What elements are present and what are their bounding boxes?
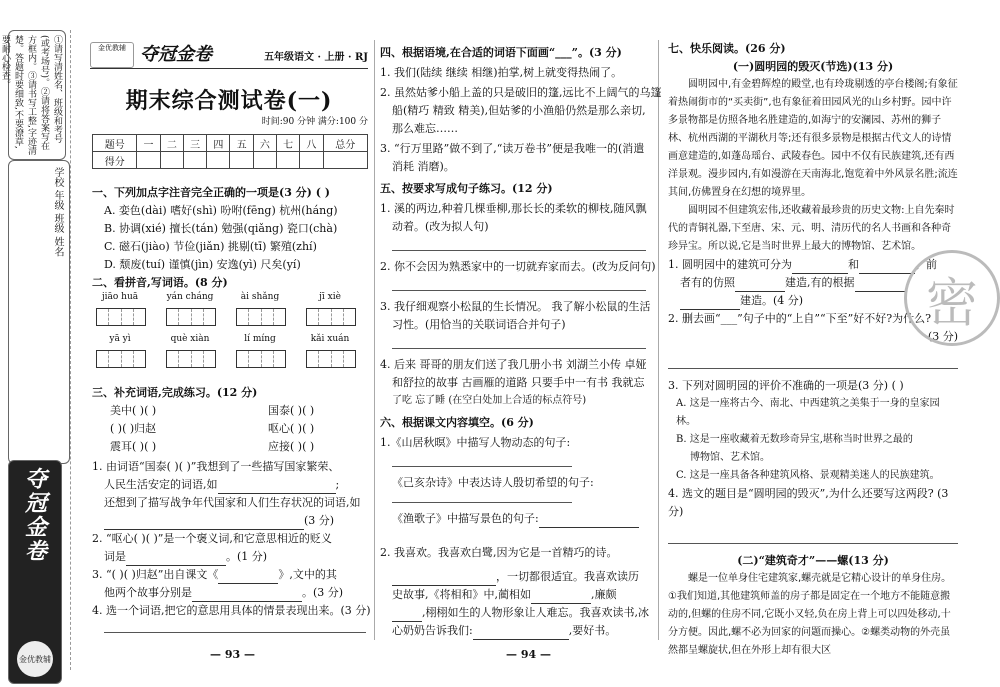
reading-column — [668, 40, 958, 660]
option-a: A. 娈色(dài) 嗜好(shì) 吩咐(fēng) 杭州(háng) — [104, 204, 338, 217]
answer-blank[interactable] — [539, 527, 639, 528]
r1-q1-and: 和 — [848, 258, 859, 271]
section-5-heading: 五、按要求写成句子练习。(12 分) — [380, 182, 553, 195]
grid-cell[interactable] — [332, 309, 344, 325]
s6-text7: ,廉颇 — [591, 588, 617, 601]
section-1-heading: 一、下列加点字注音完全正确的一项是(3 分) ( ) — [92, 186, 330, 199]
r1-q1-score: 建造。(4 分) — [740, 294, 804, 307]
idiom-4[interactable]: 呕心( )( ) — [268, 422, 315, 435]
s5-line5: 习性。(用恰当的关联词语合并句子) — [392, 318, 566, 331]
s6-line6 — [392, 586, 617, 604]
grid-cell[interactable] — [179, 351, 191, 367]
pinyin-label: jiāo huā — [101, 292, 139, 302]
r1-q3-option-a: A. 这是一座将古今、南北、中西建筑之美集于一身的皇家园林。 — [676, 398, 940, 427]
grid-cell[interactable] — [134, 351, 145, 367]
grade-label: 五年级语文 · 上册 · RJ — [264, 52, 368, 63]
score-table — [92, 134, 368, 169]
grid-cell[interactable] — [344, 309, 355, 325]
s6-text8: ,栩栩如生的人物形象让人难忘。我喜欢读书,冰 — [422, 606, 649, 619]
r1-q4: 4. 选文的题目是“圆明园的毁灭”,为什么还要写这两段? (3 分) — [668, 487, 949, 518]
exam-title: 期末综合测试卷(一) — [125, 88, 333, 114]
s4-line2: 2. 虽然姑爹小船上盖的只是破旧的篷,远比不上阔气的乌篷 — [380, 86, 662, 99]
grid-cell[interactable] — [204, 309, 215, 325]
score-header-cell: 七 — [277, 135, 300, 152]
grid-cell[interactable] — [109, 351, 121, 367]
s6-text5: ，一切都很适宜。我喜欢读历 — [496, 570, 639, 583]
writing-grid[interactable] — [306, 308, 356, 326]
passage-2-para-1: 螺是一位单身住宅建筑家,螺壳就是它精心设计的单身住房。①我们知道,其他建筑师盖的房子都是固定在一个地方不能随意搬动的,但螺的住房不同,它既小又轻,负在房上背上可以四处移动,十分方便。因此,螺不必为回家的问题而操心。②螺类动物的外壳虽然都呈螺旋状,但在外形上却有很大区 — [668, 573, 952, 656]
option-d: D. 颓废(tuí) 谨慎(jìn) 安逸(yì) 尺矣(yí) — [104, 258, 301, 271]
r1-q3-option-b2: 博物馆、艺术馆。 — [690, 452, 770, 463]
score-cell[interactable] — [277, 152, 300, 169]
option-c: C. 磁石(jiào) 节俭(jiǎn) 挑剔(tī) 繁殖(zhí) — [104, 240, 317, 253]
s6-line7 — [392, 604, 649, 622]
s5-line3: 2. 你不会因为熟悉家中的一切就弃家而去。(改为反问句) — [380, 260, 656, 273]
section-2-heading: 二、看拼音,写词语。(8 分) — [92, 276, 228, 289]
answer-line[interactable] — [392, 348, 646, 349]
section-4-heading: 四、根据语境,在合适的词语下面画“___”。(3 分) — [380, 46, 622, 59]
s5-line8: 了吃 忘了睡 (在空白处加上合适的标点符号) — [392, 395, 587, 406]
passage-2-title: (二)“建筑奇才”——螺(13 分) — [737, 554, 889, 567]
passage-1-para-1: 圆明园中,有金碧辉煌的殿堂,也有玲珑剔透的亭台楼阁;有象征着热闹街市的“买卖街”,也有象征着田园风光的山乡村野。园中许多景物都是仿照各地名胜建造的,如海宁的安澜园、苏州的狮子林、杭州西湖的平湖秋月等;还有很多景物是根据古代文人的诗情画意建造的,如蓬岛瑶台、武陵春色。园中不仅有民族建筑,还有西洋景观。漫步园内,有如漫游在天南海北,饱览着中外风景名胜;流连其间,仿佛置身在幻想的境界里。 — [668, 79, 958, 198]
r1-q3-option-b: B. 这是一座收藏着无数珍奇异宝,堪称当时世界之最的 — [676, 434, 913, 445]
s6-line8 — [392, 622, 616, 640]
s6-line4: 2. 我喜欢。我喜欢白鹭,因为它是一首精巧的诗。 — [380, 546, 618, 559]
pinyin-label: ài shǎng — [240, 292, 280, 302]
grid-cell[interactable] — [167, 309, 179, 325]
publisher-logo: 金优教辅 — [17, 641, 53, 677]
q2-score: 。(1 分) — [226, 550, 268, 563]
score-cell[interactable] — [253, 152, 276, 169]
grid-cell[interactable] — [237, 309, 249, 325]
score-cell[interactable] — [207, 152, 230, 169]
score-header-cell: 一 — [137, 135, 160, 152]
notice-box: ①请写清姓名、班级和考号(或考场号)。②请将答案写在方框内。③请书写工整,字迹清楚。答题时要细致,不要潦草,要耐心检查。 — [8, 30, 66, 160]
answer-line[interactable] — [392, 466, 572, 467]
section-7-heading: 七、快乐阅读。(26 分) — [668, 42, 786, 55]
answer-line[interactable] — [392, 502, 572, 503]
r1-q2: 2. 删去画“___”句子中的“上自”“下至”好不好?为什么? — [668, 312, 932, 325]
s5-line1: 1. 溪的两边,种着几棵垂柳,那长长的柔软的柳枝,随风飘 — [380, 202, 647, 215]
r1-q3-option-c: C. 这是一座具备各种建筑风格、景观精美迷人的民族建筑。 — [676, 470, 940, 481]
grid-cell[interactable] — [237, 351, 249, 367]
idiom-6[interactable]: 应接( )( ) — [268, 440, 315, 453]
grid-cell[interactable] — [192, 309, 204, 325]
q2-line1: 2. “呕心( )( )”是一个褒义词,和它意思相近的贬义 — [92, 532, 332, 545]
score-cell[interactable] — [137, 152, 160, 169]
writing-grid[interactable] — [96, 350, 146, 368]
s6-line1: 1.《山居秋暝》中描写人物动态的句子: — [380, 436, 571, 449]
pinyin-label: lí míng — [244, 334, 276, 344]
grid-cell[interactable] — [167, 351, 179, 367]
pinyin-label: kǎi xuán — [310, 334, 350, 344]
grid-cell[interactable] — [249, 351, 261, 367]
idiom-5[interactable]: 震耳( )( ) — [110, 440, 157, 453]
s4-line6: 消耗 消磨)。 — [392, 160, 455, 173]
score-header-cell: 四 — [207, 135, 230, 152]
grid-cell[interactable] — [122, 309, 134, 325]
option-b: B. 协调(xié) 擅长(tán) 勉强(qiǎng) 瓷口(chà) — [104, 222, 338, 235]
idiom-2[interactable]: 国泰( )( ) — [268, 404, 315, 417]
s6-text: 《渔歌子》中描写景色的句子: — [392, 512, 539, 525]
score-cell: 得分 — [93, 152, 137, 169]
idiom-3[interactable]: ( )( )归赵 — [110, 422, 157, 435]
q2-text: 词是 — [104, 550, 126, 563]
page-header — [90, 40, 368, 69]
grid-cell[interactable] — [274, 309, 285, 325]
q1-line2: 人民生活安定的词语,如 ; — [104, 476, 339, 494]
grid-cell[interactable] — [307, 309, 319, 325]
writing-grid[interactable] — [96, 308, 146, 326]
pinyin-label: què xiàn — [170, 334, 210, 344]
score-header-cell: 二 — [160, 135, 183, 152]
score-cell[interactable] — [183, 152, 206, 169]
pinyin-label: yán cháng — [166, 292, 214, 302]
score-header-cell: 五 — [230, 135, 253, 152]
q1-line4 — [104, 512, 334, 530]
q3-text3: 他两个故事分别是 — [104, 586, 192, 599]
answer-line[interactable] — [668, 350, 958, 369]
grid-cell[interactable] — [332, 351, 344, 367]
q2-line2 — [104, 548, 267, 566]
answer-blank[interactable] — [473, 639, 569, 640]
q3-line2 — [104, 584, 343, 602]
score-cell[interactable] — [230, 152, 253, 169]
writing-grid[interactable] — [236, 308, 286, 326]
grid-cell[interactable] — [262, 309, 274, 325]
score-cell[interactable] — [323, 152, 367, 169]
binding-strip — [0, 30, 68, 670]
s4-line3: 船(精巧 精致 精美),但姑爹的小渔船仍然是那么亲切, — [392, 104, 646, 117]
score-cell[interactable] — [300, 152, 323, 169]
passage-1-title: (一)圆明园的毁灭(节选)(13 分) — [732, 60, 894, 73]
pinyin-label: yā yì — [109, 334, 131, 344]
s6-text10: ,要好书。 — [568, 624, 617, 637]
q1-text: 人民生活安定的词语,如 — [104, 478, 218, 491]
s5-line4: 3. 我仔细观察小松鼠的生长情况。 我了解小松鼠的生活 — [380, 300, 651, 313]
writing-grid[interactable] — [306, 350, 356, 368]
q3-text2: 》,文中的其 — [278, 568, 337, 581]
score-header-cell: 三 — [183, 135, 206, 152]
r1-q1-text: 1. 圆明园中的建筑可分为 — [668, 258, 792, 271]
section-3-heading: 三、补充词语,完成练习。(12 分) — [92, 386, 258, 399]
r1-q1-text3: 建造,有的根据 — [785, 276, 855, 289]
s6-line2: 《己亥杂诗》中表达诗人殷切希望的句子: — [392, 476, 594, 489]
r1-q1-text2: 者有的仿照 — [680, 276, 735, 289]
grid-cell[interactable] — [307, 351, 319, 367]
cut-line — [70, 30, 71, 670]
answer-line[interactable] — [668, 525, 958, 544]
grid-cell[interactable] — [344, 351, 355, 367]
grid-cell[interactable] — [262, 351, 274, 367]
score-cell[interactable] — [160, 152, 183, 169]
brand-box — [8, 460, 62, 684]
s5-line2: 动着。(改为拟人句) — [392, 220, 489, 233]
answer-line[interactable] — [392, 290, 646, 291]
q3-text: 3. “( )( )归赵”出自课文《 — [92, 568, 219, 581]
answer-blank[interactable] — [855, 291, 905, 292]
column-divider — [658, 40, 659, 640]
grid-cell[interactable] — [192, 351, 204, 367]
grid-cell[interactable] — [249, 309, 261, 325]
q3-line1 — [92, 566, 337, 584]
q1-line3: 还想到了描写战争年代国家和人们生存状况的词语,如 — [104, 496, 361, 509]
s6-line5 — [392, 568, 639, 586]
q4-line: 4. 选一个词语,把它的意思用具体的情景表现出来。(3 分) — [92, 604, 371, 617]
writing-grid[interactable] — [236, 350, 286, 368]
s4-line4: 那么难忘…… — [392, 122, 458, 135]
writing-grid[interactable] — [166, 350, 216, 368]
score-header-cell: 六 — [253, 135, 276, 152]
r1-q1-qian: 。前 — [915, 258, 937, 271]
header-logo: 金优教辅 — [90, 42, 134, 68]
writing-grid[interactable] — [166, 308, 216, 326]
score-header-cell: 总分 — [323, 135, 367, 152]
idiom-1[interactable]: 美中( )( ) — [110, 404, 157, 417]
answer-line[interactable] — [104, 632, 366, 633]
grid-cell[interactable] — [204, 351, 215, 367]
grid-cell[interactable] — [319, 309, 331, 325]
s6-text9: 心奶奶告诉我们: — [392, 624, 473, 637]
s5-line7: 和舒拉的故事 古画雁的道路 只要手中一有书 我就忘 — [392, 376, 645, 389]
q3-score: 。(3 分) — [302, 586, 344, 599]
page-number-94: — 94 — — [506, 648, 551, 661]
brand-name: 夺冠金卷 — [21, 467, 48, 563]
student-info-box: 学校 年级 班级 姓名 — [8, 160, 70, 464]
answer-line[interactable] — [392, 250, 646, 251]
score-header-cell: 题号 — [93, 135, 137, 152]
s4-line5: 3. “行万里路”做不到了,“读万卷书”便是我唯一的(消遣 — [380, 142, 645, 155]
grid-cell[interactable] — [122, 351, 134, 367]
section-6-heading: 六、根据课文内容填空。(6 分) — [380, 416, 534, 429]
grid-cell[interactable] — [109, 309, 121, 325]
s6-text6: 史故事,《将相和》中,蔺相如 — [392, 588, 531, 601]
q1-line1: 1. 由词语“国泰( )( )”我想到了一些描写国家繁荣、 — [92, 460, 340, 473]
s5-line6: 4. 后来 哥哥的朋友们送了我几册小书 刘湖兰小传 卓娅 — [380, 358, 647, 371]
grid-cell[interactable] — [319, 351, 331, 367]
s4-line1: 1. 我们(陆续 继续 相继)拍掌,树上就变得热闹了。 — [380, 66, 623, 79]
column-divider — [374, 40, 375, 640]
grid-cell[interactable] — [274, 351, 285, 367]
q1-score: (3 分) — [304, 514, 335, 527]
grid-cell[interactable] — [134, 309, 145, 325]
page-number-93: — 93 — — [210, 648, 255, 661]
s6-line3 — [392, 510, 639, 528]
r1-q2-score: (3 分) — [927, 330, 958, 343]
score-header-cell: 八 — [300, 135, 323, 152]
r1-q3: 3. 下列对圆明园的评价不准确的一项是(3 分) ( ) — [668, 379, 904, 392]
header-title: 夺冠金卷 — [140, 44, 212, 65]
grid-cell[interactable] — [179, 309, 191, 325]
grid-cell[interactable] — [97, 351, 109, 367]
grid-cell[interactable] — [97, 309, 109, 325]
exam-time: 时间:90 分钟 满分:100 分 — [261, 117, 368, 127]
pinyin-label: jī xiè — [319, 292, 341, 302]
secret-stamp: 密 — [904, 250, 1000, 346]
passage-1-para-2: 圆明园不但建筑宏伟,还收藏着最珍贵的历史文物:上自先秦时代的青铜礼器,下至唐、宋、元、明、清历代的名人书画和各种奇珍异宝。所以说,它是当时世界上最大的博物馆、艺术馆。 — [668, 205, 955, 252]
